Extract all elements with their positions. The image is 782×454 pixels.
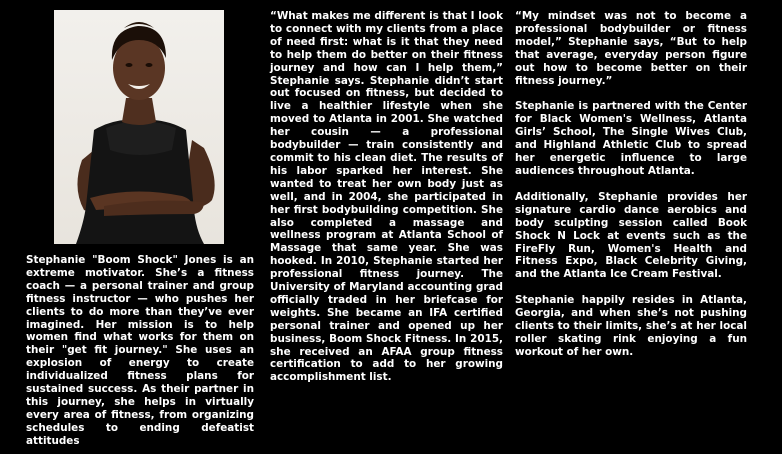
bio-column-1 <box>26 254 254 448</box>
bio-paragraph: “What makes me different is that I look to connect with my clients from a place of need first: what is it that they need to help them do better on their fitness journey and how can I help them,” Stephanie says. Stephanie didn’t start out focused on fitness, but decided to live a healthier lifestyle when she moved to Atlanta in 2001. She watched her cousin — a professional bodybuilder — train consistently and commit to his clean diet. The results of his labor sparked her interest. She wanted to treat her own body just as well, and in 2004, she participated in her first bodybuilding competition. She also completed a massage and wellness program at Atlanta School of Massage that same year. She was hooked. In 2010, Stephanie started her professional fitness journey. The University of Maryland accounting grad officially traded in her briefcase for weights. She became an IFA certified personal trainer and opened up her business, Boom Shock Fitness. In 2015, she received an AFAA group fitness certification to add to her growing accomplishment list. <box>270 10 503 384</box>
bio-paragraph: Additionally, Stephanie provides her signature cardio dance aerobics and body sculpting session called Book Shock N Lock at events such as the FireFly Run, Women's Health and Fitness Expo, Black Celebrity Giving, and the Atlanta Ice Cream Festival. <box>515 190 747 281</box>
bio-column-2 <box>270 10 503 384</box>
bio-paragraph: “My mindset was not to become a professional bodybuilder or fitness model,” Stephanie says, “But to help that average, everyday person figure out how to become better on their fitness journey.” <box>515 10 747 87</box>
bio-paragraph: Stephanie "Boom Shock" Jones is an extreme motivator. She’s a fitness coach — a personal trainer and group fitness instructor — who pushes her clients to do more than they’ve ever imagined. Her mission is to help women find what works for them on their "get fit journey." She uses an explosion of energy to create individualized fitness plans for sustained success. As their partner in this journey, she helps in virtually every area of fitness, from organizing schedules to ending defeatist attitudes <box>26 254 254 447</box>
bio-column-3 <box>515 10 747 372</box>
portrait-photo <box>54 10 224 244</box>
portrait-image <box>54 10 224 244</box>
bio-paragraph: Stephanie is partnered with the Center for Black Women's Wellness, Atlanta Girls’ School, The Single Wives Club, and Highland Athletic Club to spread her energetic influence to large audiences throughout Atlanta. <box>515 100 747 177</box>
bio-paragraph: Stephanie happily resides in Atlanta, Georgia, and when she’s not pushing clients to their limits, she’s at her local roller skating rink enjoying a fun workout of her own. <box>515 294 747 358</box>
